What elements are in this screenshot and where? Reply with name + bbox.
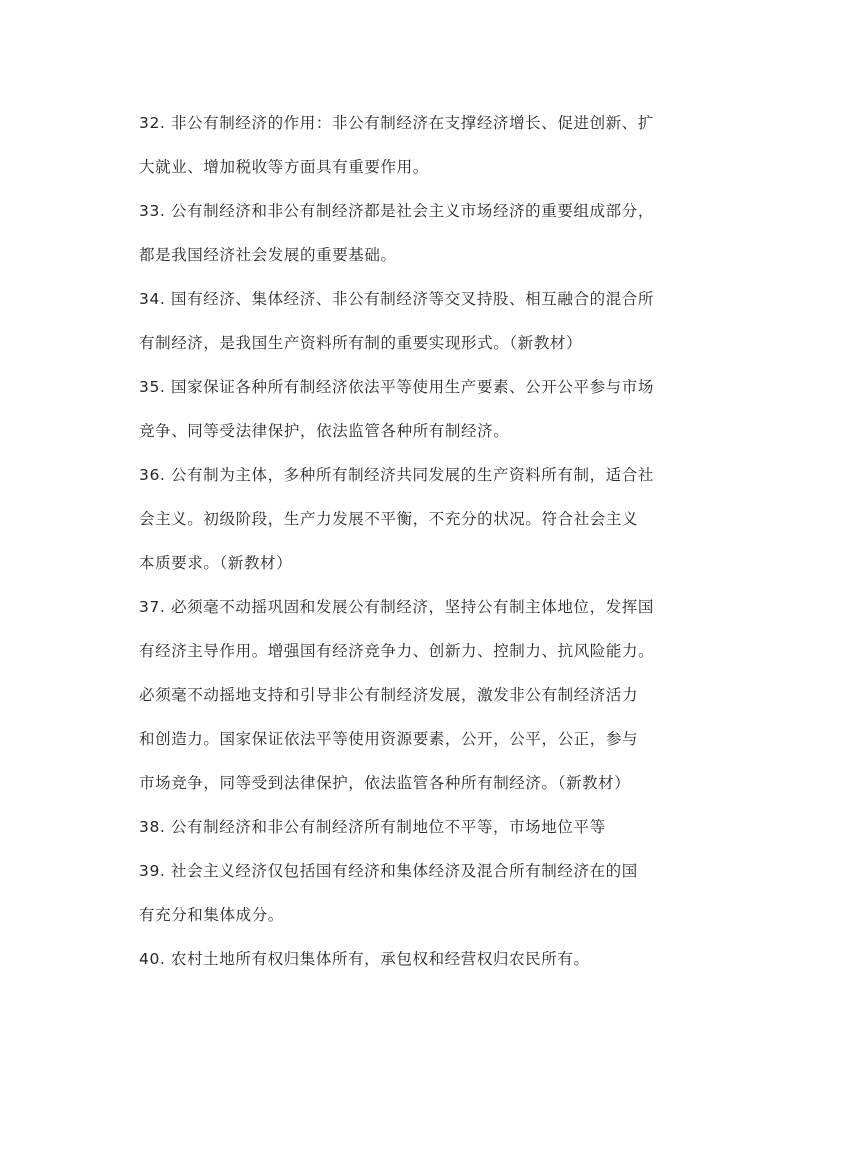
text-line: 和创造力。国家保证依法平等使用资源要素，公开，公平，公正，参与 — [139, 730, 639, 748]
text-line: 必须毫不动摇地支持和引导非公有制经济发展，激发非公有制经济活力 — [139, 686, 639, 704]
paragraph-38 — [139, 805, 721, 849]
text-line: 39. 社会主义经济仅包括国有经济和集体经济及混合所有制经济在的国 — [139, 862, 638, 880]
paragraph-34 — [139, 277, 721, 365]
text-line: 竞争、同等受法律保护，依法监管各种所有制经济。 — [139, 422, 510, 440]
text-line: 33. 公有制经济和非公有制经济都是社会主义市场经济的重要组成部分， — [139, 202, 654, 220]
paragraph-40 — [139, 937, 721, 981]
text-line: 38. 公有制经济和非公有制经济所有制地位不平等，市场地位平等 — [139, 818, 606, 836]
text-line: 有经济主导作用。增强国有经济竞争力、创新力、控制力、抗风险能力。 — [139, 642, 655, 660]
paragraph-35 — [139, 365, 721, 453]
text-line: 35. 国家保证各种所有制经济依法平等使用生产要素、公开公平参与市场 — [139, 378, 654, 396]
text-line: 32. 非公有制经济的作用：非公有制经济在支撑经济增长、促进创新、扩 — [139, 114, 654, 132]
text-line: 34. 国有经济、集体经济、非公有制经济等交叉持股、相互融合的混合所 — [139, 290, 654, 308]
paragraph-33 — [139, 189, 721, 277]
document-body — [139, 112, 721, 992]
paragraph-32 — [139, 101, 721, 189]
text-line: 会主义。初级阶段，生产力发展不平衡，不充分的状况。符合社会主义 — [139, 510, 639, 528]
text-line: 都是我国经济社会发展的重要基础。 — [139, 246, 397, 264]
text-line: 36. 公有制为主体，多种所有制经济共同发展的生产资料所有制，适合社 — [139, 466, 654, 484]
text-line: 40. 农村土地所有权归集体所有，承包权和经营权归农民所有。 — [139, 950, 590, 968]
text-line: 市场竞争，同等受到法律保护，依法监管各种所有制经济。（新教材） — [139, 774, 631, 792]
text-line: 有充分和集体成分。 — [139, 906, 284, 924]
text-line: 有制经济，是我国生产资料所有制的重要实现形式。（新教材） — [139, 334, 583, 352]
paragraph-36 — [139, 453, 721, 585]
paragraph-37 — [139, 585, 721, 805]
paragraph-39 — [139, 849, 721, 937]
text-line: 本质要求。（新教材） — [139, 554, 293, 572]
text-line: 大就业、增加税收等方面具有重要作用。 — [139, 158, 429, 176]
text-line: 37. 必须毫不动摇巩固和发展公有制经济，坚持公有制主体地位，发挥国 — [139, 598, 654, 616]
